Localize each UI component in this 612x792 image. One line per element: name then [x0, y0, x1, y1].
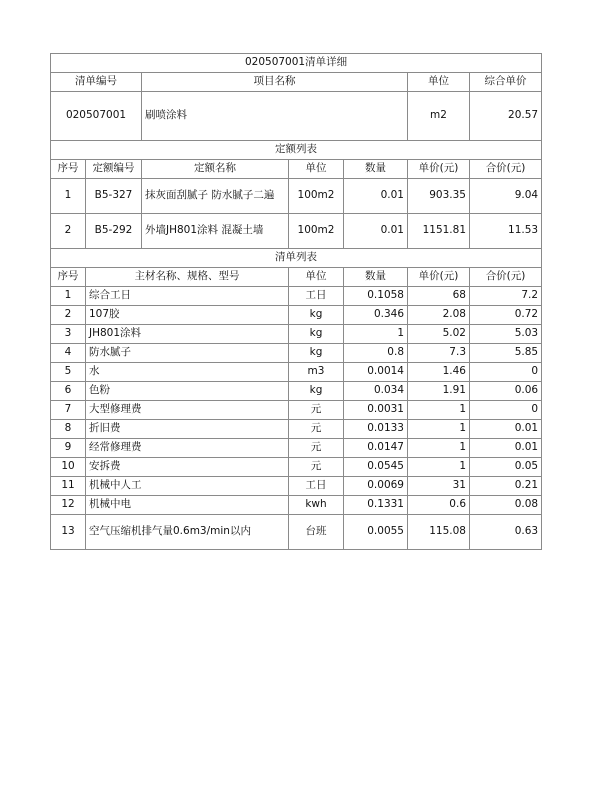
quota-row	[51, 214, 542, 249]
material-name: 折旧费	[86, 420, 289, 439]
quota-header-unit: 单位	[289, 160, 344, 179]
material-qty: 0.0014	[344, 363, 408, 382]
material-seq: 4	[51, 344, 86, 363]
material-header-price: 单价(元)	[408, 268, 470, 287]
material-total: 0	[470, 401, 542, 420]
material-qty: 0.1058	[344, 287, 408, 306]
material-qty: 0.8	[344, 344, 408, 363]
quota-code: B5-292	[86, 214, 142, 249]
material-price: 2.08	[408, 306, 470, 325]
quota-section-title: 定额列表	[51, 141, 542, 160]
quota-seq: 1	[51, 179, 86, 214]
material-total: 0.21	[470, 477, 542, 496]
material-name: 水	[86, 363, 289, 382]
header-item-name: 项目名称	[142, 73, 408, 92]
material-row	[51, 306, 542, 325]
list-header-row	[51, 73, 542, 92]
quota-header-code: 定额编号	[86, 160, 142, 179]
material-price: 1	[408, 458, 470, 477]
bill-detail-table	[50, 53, 542, 550]
list-item-name: 刷喷涂料	[142, 92, 408, 141]
material-unit: 元	[289, 401, 344, 420]
material-total: 0.01	[470, 439, 542, 458]
material-total: 0.01	[470, 420, 542, 439]
material-unit: 工日	[289, 477, 344, 496]
list-item-row	[51, 92, 542, 141]
material-price: 31	[408, 477, 470, 496]
material-price: 68	[408, 287, 470, 306]
list-item-code: 020507001	[51, 92, 142, 141]
material-unit: kg	[289, 344, 344, 363]
material-price: 5.02	[408, 325, 470, 344]
material-name: 107胶	[86, 306, 289, 325]
quota-total: 9.04	[470, 179, 542, 214]
material-section-row	[51, 249, 542, 268]
material-seq: 13	[51, 515, 86, 550]
material-header-name: 主材名称、规格、型号	[86, 268, 289, 287]
table-title: 020507001清单详细	[51, 54, 542, 73]
material-seq: 12	[51, 496, 86, 515]
material-seq: 6	[51, 382, 86, 401]
material-name: 机械中电	[86, 496, 289, 515]
material-qty: 0.0055	[344, 515, 408, 550]
header-list-code: 清单编号	[51, 73, 142, 92]
quota-header-price: 单价(元)	[408, 160, 470, 179]
material-unit: 元	[289, 420, 344, 439]
material-header-qty: 数量	[344, 268, 408, 287]
material-name: 防水腻子	[86, 344, 289, 363]
material-qty: 0.034	[344, 382, 408, 401]
material-price: 115.08	[408, 515, 470, 550]
quota-seq: 2	[51, 214, 86, 249]
material-row	[51, 401, 542, 420]
material-seq: 9	[51, 439, 86, 458]
list-item-price: 20.57	[470, 92, 542, 141]
material-name: JH801涂料	[86, 325, 289, 344]
material-row	[51, 420, 542, 439]
material-qty: 0.0031	[344, 401, 408, 420]
material-price: 1	[408, 401, 470, 420]
quota-qty: 0.01	[344, 179, 408, 214]
material-price: 1.91	[408, 382, 470, 401]
material-price: 1	[408, 420, 470, 439]
material-total: 0.06	[470, 382, 542, 401]
material-unit: kg	[289, 325, 344, 344]
material-total: 0.08	[470, 496, 542, 515]
quota-header-total: 合价(元)	[470, 160, 542, 179]
material-name: 大型修理费	[86, 401, 289, 420]
material-seq: 11	[51, 477, 86, 496]
material-unit: 工日	[289, 287, 344, 306]
quota-unit: 100m2	[289, 214, 344, 249]
material-row	[51, 325, 542, 344]
material-total: 5.03	[470, 325, 542, 344]
quota-code: B5-327	[86, 179, 142, 214]
material-unit: 元	[289, 458, 344, 477]
material-row	[51, 515, 542, 550]
title-row	[51, 54, 542, 73]
material-qty: 1	[344, 325, 408, 344]
quota-header-qty: 数量	[344, 160, 408, 179]
material-seq: 2	[51, 306, 86, 325]
quota-price: 903.35	[408, 179, 470, 214]
quota-row	[51, 179, 542, 214]
material-row	[51, 382, 542, 401]
material-price: 1	[408, 439, 470, 458]
quota-section-row	[51, 141, 542, 160]
material-row	[51, 287, 542, 306]
material-unit: kwh	[289, 496, 344, 515]
material-unit: 台班	[289, 515, 344, 550]
quota-name: 抹灰面刮腻子 防水腻子二遍	[142, 179, 289, 214]
material-seq: 3	[51, 325, 86, 344]
header-unit: 单位	[408, 73, 470, 92]
material-name: 空气压缩机排气量0.6m3/min以内	[86, 515, 289, 550]
header-composite-price: 综合单价	[470, 73, 542, 92]
material-unit: m3	[289, 363, 344, 382]
material-qty: 0.0545	[344, 458, 408, 477]
material-unit: kg	[289, 306, 344, 325]
quota-total: 11.53	[470, 214, 542, 249]
material-qty: 0.346	[344, 306, 408, 325]
material-row	[51, 363, 542, 382]
material-header-unit: 单位	[289, 268, 344, 287]
quota-name: 外墙JH801涂料 混凝土墙	[142, 214, 289, 249]
material-section-title: 清单列表	[51, 249, 542, 268]
material-name: 机械中人工	[86, 477, 289, 496]
material-row	[51, 477, 542, 496]
material-price: 0.6	[408, 496, 470, 515]
material-price: 1.46	[408, 363, 470, 382]
material-seq: 1	[51, 287, 86, 306]
material-header-seq: 序号	[51, 268, 86, 287]
material-qty: 0.0069	[344, 477, 408, 496]
material-qty: 0.0133	[344, 420, 408, 439]
material-seq: 10	[51, 458, 86, 477]
material-total: 0.72	[470, 306, 542, 325]
material-unit: kg	[289, 382, 344, 401]
material-header-row	[51, 268, 542, 287]
material-name: 安拆费	[86, 458, 289, 477]
material-header-total: 合价(元)	[470, 268, 542, 287]
material-total: 0.05	[470, 458, 542, 477]
material-seq: 5	[51, 363, 86, 382]
material-row	[51, 458, 542, 477]
material-total: 5.85	[470, 344, 542, 363]
material-qty: 0.0147	[344, 439, 408, 458]
quota-qty: 0.01	[344, 214, 408, 249]
material-row	[51, 496, 542, 515]
material-total: 0.63	[470, 515, 542, 550]
material-price: 7.3	[408, 344, 470, 363]
quota-price: 1151.81	[408, 214, 470, 249]
list-item-unit: m2	[408, 92, 470, 141]
material-seq: 8	[51, 420, 86, 439]
material-seq: 7	[51, 401, 86, 420]
material-qty: 0.1331	[344, 496, 408, 515]
quota-header-row	[51, 160, 542, 179]
material-total: 7.2	[470, 287, 542, 306]
material-row	[51, 344, 542, 363]
material-row	[51, 439, 542, 458]
material-rows	[51, 287, 542, 550]
material-name: 经常修理费	[86, 439, 289, 458]
quota-header-seq: 序号	[51, 160, 86, 179]
material-name: 色粉	[86, 382, 289, 401]
material-total: 0	[470, 363, 542, 382]
quota-header-name: 定额名称	[142, 160, 289, 179]
quota-unit: 100m2	[289, 179, 344, 214]
material-unit: 元	[289, 439, 344, 458]
material-name: 综合工日	[86, 287, 289, 306]
